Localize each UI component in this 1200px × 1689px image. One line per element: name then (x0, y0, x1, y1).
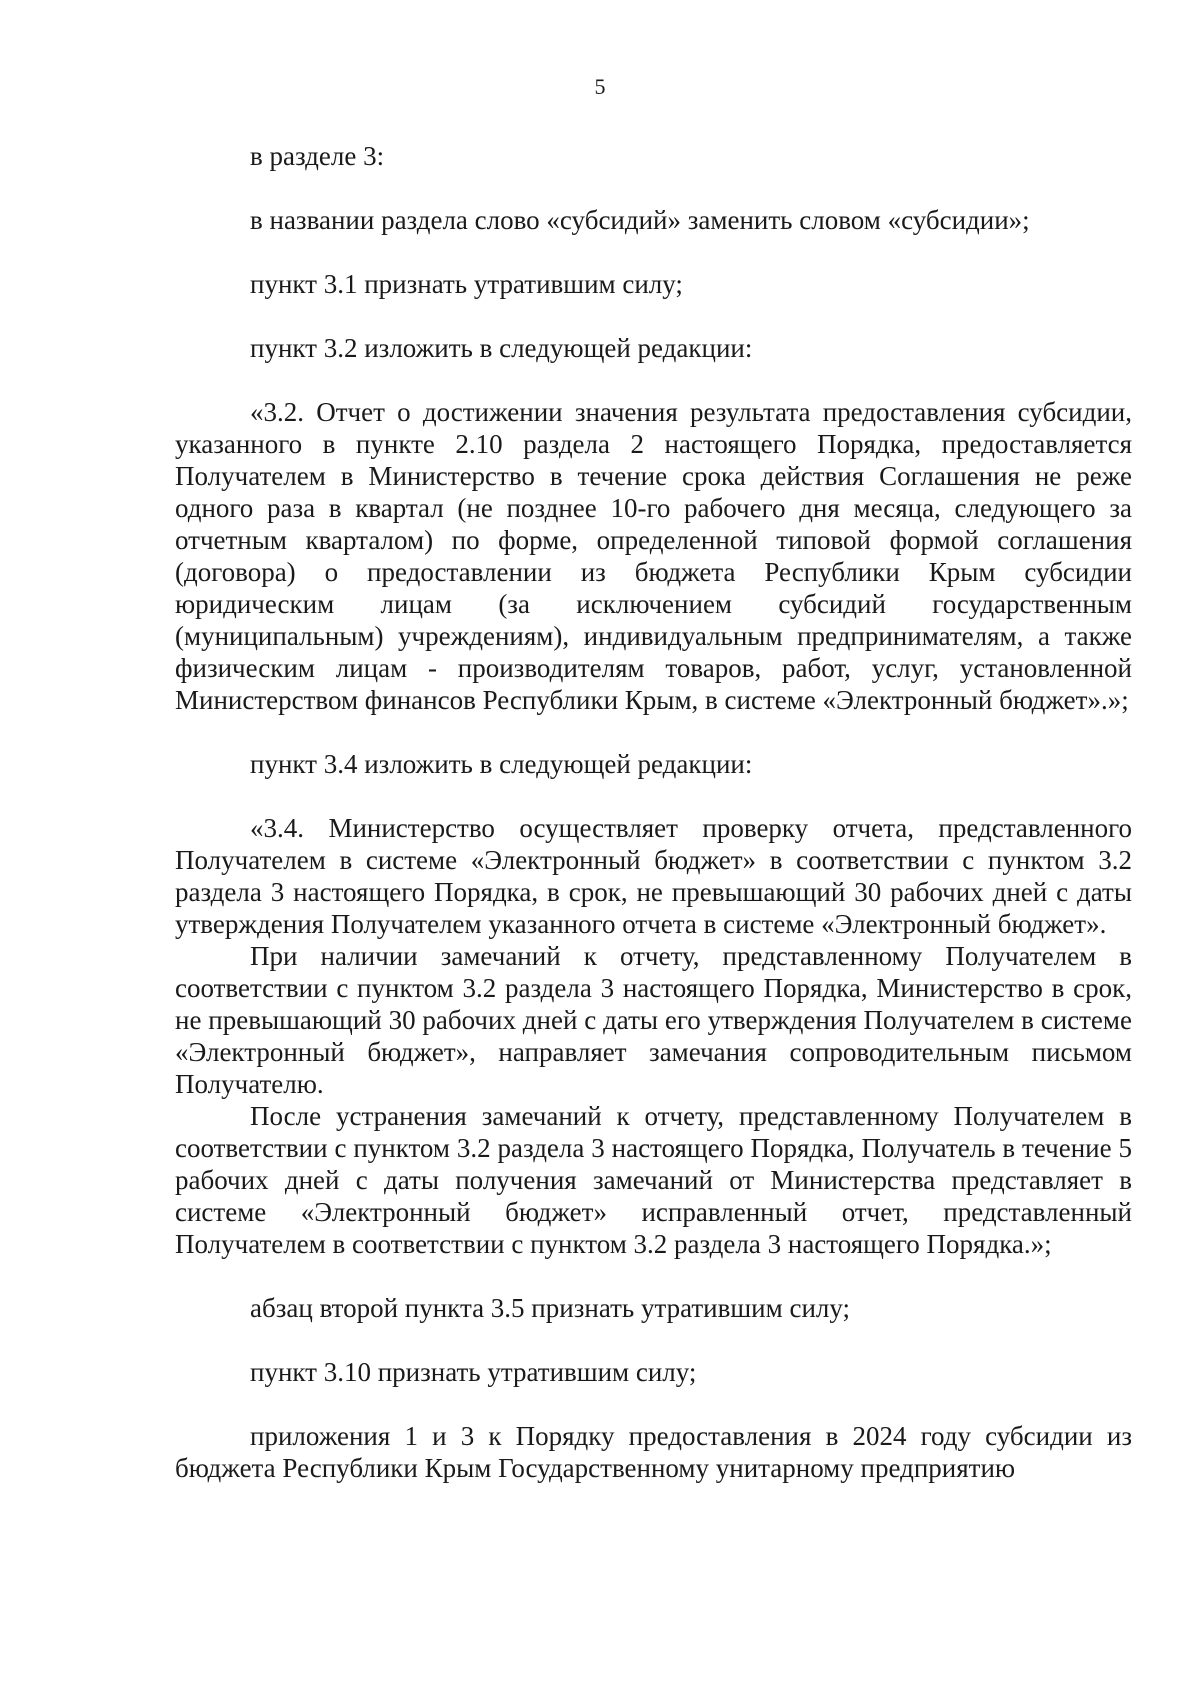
paragraph-item-3-1-repeal: пункт 3.1 признать утратившим силу; (250, 269, 683, 299)
paragraph-item-3-4-text: «3.4. Министерство осуществляет проверку отчета, представленного Получателем в системе «Электронный бюджет» в соответствии с пунктом 3.2 раздела 3 настоящего Порядка, в срок, не превышающий 30 рабочих дней с даты утверждения Получателем указанного отчета в системе «Электронный бюджет». (175, 813, 1132, 939)
page-number: 5 (594, 74, 606, 99)
paragraph-item-3-5-repeal: абзац второй пункта 3.5 признать утратившим силу; (250, 1293, 851, 1323)
paragraph-item-3-10-repeal: пункт 3.10 признать утратившим силу; (250, 1357, 697, 1387)
paragraph-after-remarks: После устранения замечаний к отчету, представленному Получателем в соответствии с пунктом 3.2 раздела 3 настоящего Порядка, Получатель в течение 5 рабочих дней с даты получения замечаний от Министерства представляет в системе «Электронный бюджет» исправленный отчет, представленный Получателем в соответствии с пунктом 3.2 раздела 3 настоящего Порядка.»; (175, 1101, 1132, 1259)
paragraph-appendices: приложения 1 и 3 к Порядку предоставления в 2024 году субсидии из бюджета Республики Крым Государственному унитарному предприятию (175, 1421, 1132, 1483)
paragraph-item-3-4-intro: пункт 3.4 изложить в следующей редакции: (250, 749, 753, 779)
paragraph-remarks: При наличии замечаний к отчету, представленному Получателем в соответствии с пунктом 3.2 раздела 3 настоящего Порядка, Министерство в срок, не превышающий 30 рабочих дней с даты его утверждения Получателем в системе «Электронный бюджет», направляет замечания сопроводительным письмом Получателю. (175, 941, 1132, 1099)
paragraph-section-title-change: в названии раздела слово «субсидий» заменить словом «субсидии»; (250, 205, 1030, 235)
document-body (175, 140, 1132, 1484)
paragraph-section-3-heading: в разделе 3: (250, 141, 385, 171)
paragraph-item-3-2-text: «3.2. Отчет о достижении значения результата предоставления субсидии, указанного в пункте 2.10 раздела 2 настоящего Порядка, предоставляется Получателем в Министерство в течение срока действия Соглашения не реже одного раза в квартал (не позднее 10-го рабочего дня месяца, следующего за отчетным кварталом) по форме, определенной типовой формой соглашения (договора) о предоставлении из бюджета Республики Крым субсидии юридическим лицам (за исключением субсидий государственным (муниципальным) учреждениям), индивидуальным предпринимателям, а также физическим лицам - производителям товаров, работ, услуг, установленной Министерством финансов Республики Крым, в системе «Электронный бюджет».»; (175, 397, 1132, 715)
paragraph-item-3-2-intro: пункт 3.2 изложить в следующей редакции: (250, 333, 753, 363)
